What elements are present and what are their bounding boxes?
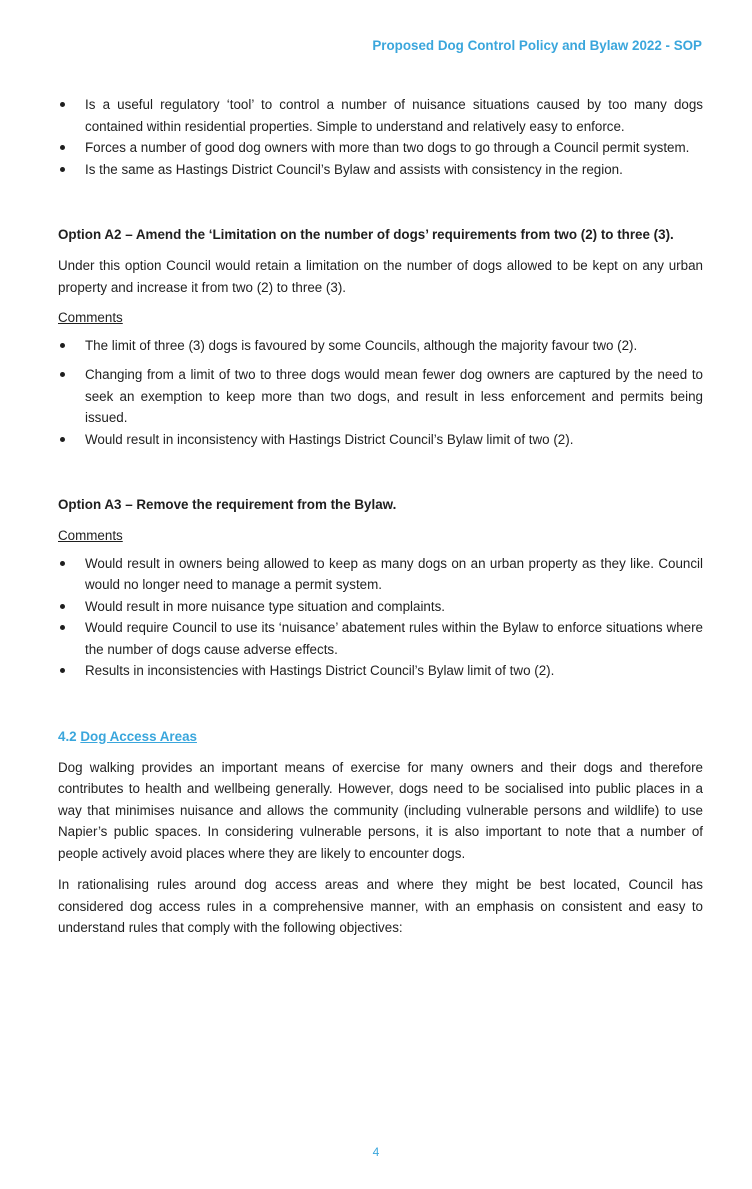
dog-access-areas-link[interactable]: Dog Access Areas xyxy=(80,728,197,744)
option-a2-comments-label: Comments xyxy=(58,310,123,325)
list-item: Would result in more nuisance type situation and complaints. xyxy=(58,596,703,618)
section-paragraph-2: In rationalising rules around dog access areas and where they might be best located, Council has considered dog access rules in a comprehensive manner, with an emphasis on consistent and easy to understand rules that comply with the following objectives: xyxy=(58,877,703,935)
option-a2-bullet-list xyxy=(58,335,703,451)
list-item: Would result in inconsistency with Hastings District Council’s Bylaw limit of two (2). xyxy=(58,429,703,451)
option-a3-comments-label: Comments xyxy=(58,528,123,543)
section-paragraph-1: Dog walking provides an important means of exercise for many owners and their dogs and therefore contributes to health and wellbeing generally. However, dogs need to be socialised into public places in a way that minimises nuisance and allows the community (including vulnerable persons and wildlife) to use Napier’s public spaces. In considering vulnerable persons, it is also important to note that a number of people actively avoid places where they are likely to encounter dogs. xyxy=(58,759,703,861)
list-item: Forces a number of good dog owners with more than two dogs to go through a Council permit system. xyxy=(58,137,703,159)
intro-bullet-list xyxy=(58,94,703,180)
document-body xyxy=(58,94,703,939)
list-item: Changing from a limit of two to three dogs would mean fewer dog owners are captured by the need to seek an exemption to keep more than two dogs, and result in less enforcement and permits being issued. xyxy=(58,364,703,429)
page-header-title: Proposed Dog Control Policy and Bylaw 2022 - SOP xyxy=(372,38,702,53)
option-a2-heading: Option A2 – Amend the ‘Limitation on the number of dogs’ requirements from two (2) to three (3). xyxy=(58,227,674,242)
list-item: Is the same as Hastings District Council’s Bylaw and assists with consistency in the region. xyxy=(58,159,703,181)
list-item: Results in inconsistencies with Hastings District Council’s Bylaw limit of two (2). xyxy=(58,660,703,682)
list-item: The limit of three (3) dogs is favoured by some Councils, although the majority favour two (2). xyxy=(58,335,703,357)
page-number: 4 xyxy=(372,1145,380,1159)
option-a2-text: Under this option Council would retain a limitation on the number of dogs allowed to be kept on any urban property and increase it from two (2) to three (3). xyxy=(58,258,703,295)
section-heading xyxy=(58,726,703,748)
section-number: 4.2 xyxy=(58,728,77,744)
list-item: Is a useful regulatory ‘tool’ to control a number of nuisance situations caused by too many dogs contained within residential properties. Simple to understand and relatively easy to enforce. xyxy=(58,94,703,137)
list-item: Would result in owners being allowed to keep as many dogs on an urban property as they like. Council would no longer need to manage a permit system. xyxy=(58,553,703,596)
list-item: Would require Council to use its ‘nuisance’ abatement rules within the Bylaw to enforce situations where the number of dogs cause adverse effects. xyxy=(58,617,703,660)
option-a3-bullet-list xyxy=(58,553,703,682)
option-a3-heading: Option A3 – Remove the requirement from the Bylaw. xyxy=(58,497,397,512)
